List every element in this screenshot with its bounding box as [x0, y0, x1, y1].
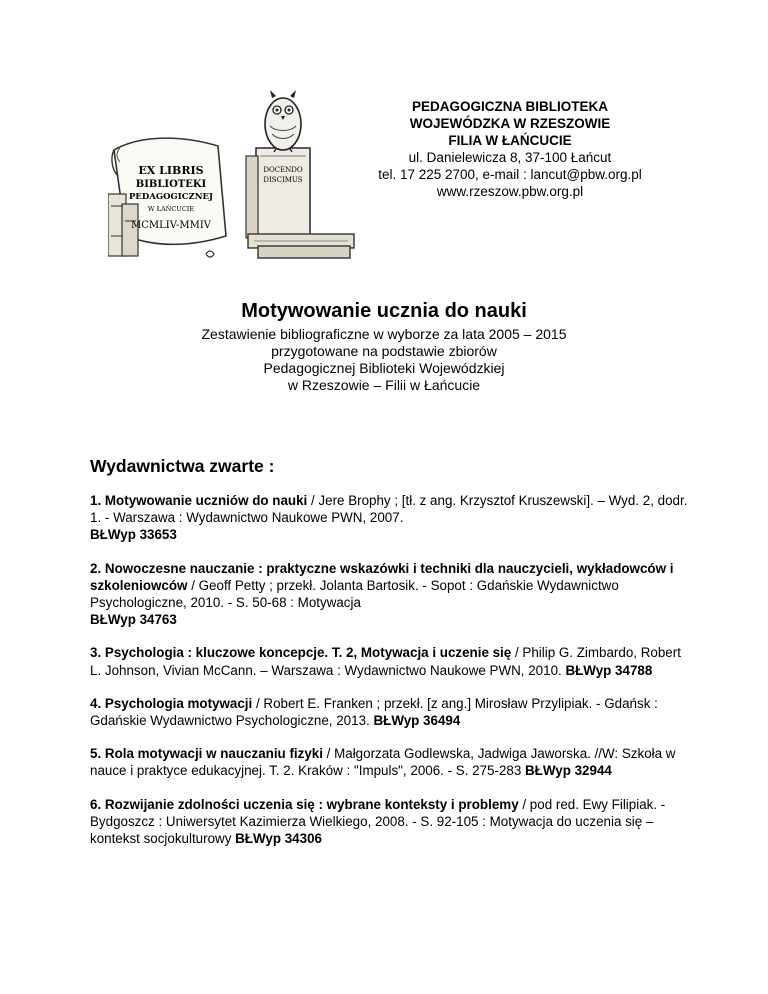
- library-contact: tel. 17 225 2700, e-mail : lancut@pbw.org.pl: [378, 167, 642, 182]
- bibliography-entry: [90, 695, 690, 729]
- logo-book-line-2: DISCIMUS: [263, 176, 303, 184]
- entry-title: Rozwijanie zdolności uczenia się : wybrane konteksty i problemy: [104, 796, 519, 812]
- entry-number: 4.: [90, 695, 102, 711]
- institution-line-3: FILIA W ŁAŃCUCIE: [448, 133, 572, 148]
- logo-book-line-1: DOCENDO: [263, 166, 303, 174]
- logo-line-4: W ŁAŃCUCIE: [147, 205, 195, 213]
- library-header: [360, 98, 660, 200]
- bibliography-entry: [90, 560, 690, 629]
- institution-line-1: PEDAGOGICZNA BIBLIOTEKA: [411, 99, 608, 114]
- ex-libris-drawing: [108, 86, 358, 266]
- entry-title: Nowoczesne nauczanie : praktyczne wskazówki i techniki dla nauczycieli, wykładowców i szkoleniowców: [90, 560, 674, 593]
- entry-number: 2.: [90, 560, 102, 576]
- logo-line-1: EX LIBRIS: [138, 164, 204, 177]
- logo-line-2: BIBLIOTEKI: [135, 179, 207, 190]
- bibliography-entry: [90, 644, 690, 678]
- document-title: Motywowanie ucznia do nauki: [241, 300, 527, 322]
- bibliography-entry: [90, 745, 690, 779]
- ex-libris-logo: [108, 86, 358, 266]
- entry-signature: BŁWyp 36494: [373, 713, 461, 729]
- subtitle-line-3: Pedagogicznej Biblioteki Wojewódzkiej: [263, 360, 505, 376]
- entry-details: / Małgorzata Godlewska, Jadwiga Jaworska. //W: Szkoła w nauce i praktyce edukacyjnej. T. 2. Kraków : "Impuls", 2006. - S. 275-283: [90, 746, 676, 779]
- entry-title: Psychologia : kluczowe koncepcje. T. 2, Motywacja i uczenie się: [104, 645, 512, 661]
- entry-title: Psychologia motywacji: [104, 695, 253, 711]
- entry-details: / Robert E. Franken ; przekł. [z ang.] Mirosław Przylipiak. - Gdańsk : Gdańskie Wydawnictwo Psychologiczne, 2013.: [90, 695, 658, 729]
- entry-signature: BŁWyp 32944: [525, 763, 612, 779]
- entry-number: 3.: [90, 645, 102, 661]
- subtitle-line-2: przygotowane na podstawie zbiorów: [271, 343, 497, 359]
- section-heading: Wydawnictwa zwarte :: [90, 456, 275, 476]
- entry-signature: BŁWyp 34788: [565, 662, 653, 678]
- bibliography-entry: [90, 796, 690, 848]
- bibliography-list: [90, 492, 690, 863]
- entry-signature: BŁWyp 34306: [235, 831, 322, 847]
- entry-details: / Geoff Petty ; przekł. Jolanta Bartosik. - Sopot : Gdańskie Wydawnictwo Psychologiczne, 2010. - S. 50-68 : Motywacja: [90, 577, 619, 611]
- entry-details: / pod red. Ewy Filipiak. - Bydgoszcz : Uniwersytet Kazimierza Wielkiego, 2008. - S. 92-105 : Motywacja do uczenia się – kontekst socjokulturowy: [90, 796, 666, 847]
- institution-line-2: WOJEWÓDZKA W RZESZOWIE: [409, 116, 611, 131]
- entry-details: / Philip G. Zimbardo, Robert L. Johnson, Vivian McCann. – Warszawa : Wydawnictwo Naukowe PWN, 2010.: [90, 645, 681, 678]
- library-website: www.rzeszow.pbw.org.pl: [436, 184, 584, 199]
- library-address: ul. Danielewicza 8, 37-100 Łańcut: [408, 150, 612, 165]
- subtitle-line-1: Zestawienie bibliograficzne w wyborze za lata 2005 – 2015: [201, 326, 567, 342]
- title-block: [0, 298, 768, 394]
- entry-title: Rola motywacji w nauczaniu fizyki: [104, 746, 323, 762]
- bibliography-entry: [90, 492, 690, 544]
- document-subtitle: [0, 326, 768, 394]
- logo-line-3: PEDAGOGICZNEJ: [129, 192, 213, 202]
- entry-number: 1.: [90, 493, 102, 508]
- entry-number: 6.: [90, 796, 102, 812]
- subtitle-line-4: w Rzeszowie – Filii w Łańcucie: [287, 377, 481, 393]
- entry-details: / Jere Brophy ; [tł. z ang. Krzysztof Kruszewski]. – Wyd. 2, dodr. 1. - Warszawa : Wydawnictwo Naukowe PWN, 2007.: [90, 493, 688, 526]
- logo-line-5: MCMLIV-MMIV: [130, 220, 212, 231]
- entry-signature: BŁWyp 34763: [90, 612, 177, 628]
- entry-signature: BŁWyp 33653: [90, 527, 177, 543]
- entry-title: Motywowanie uczniów do nauki: [104, 493, 308, 508]
- entry-number: 5.: [90, 746, 102, 762]
